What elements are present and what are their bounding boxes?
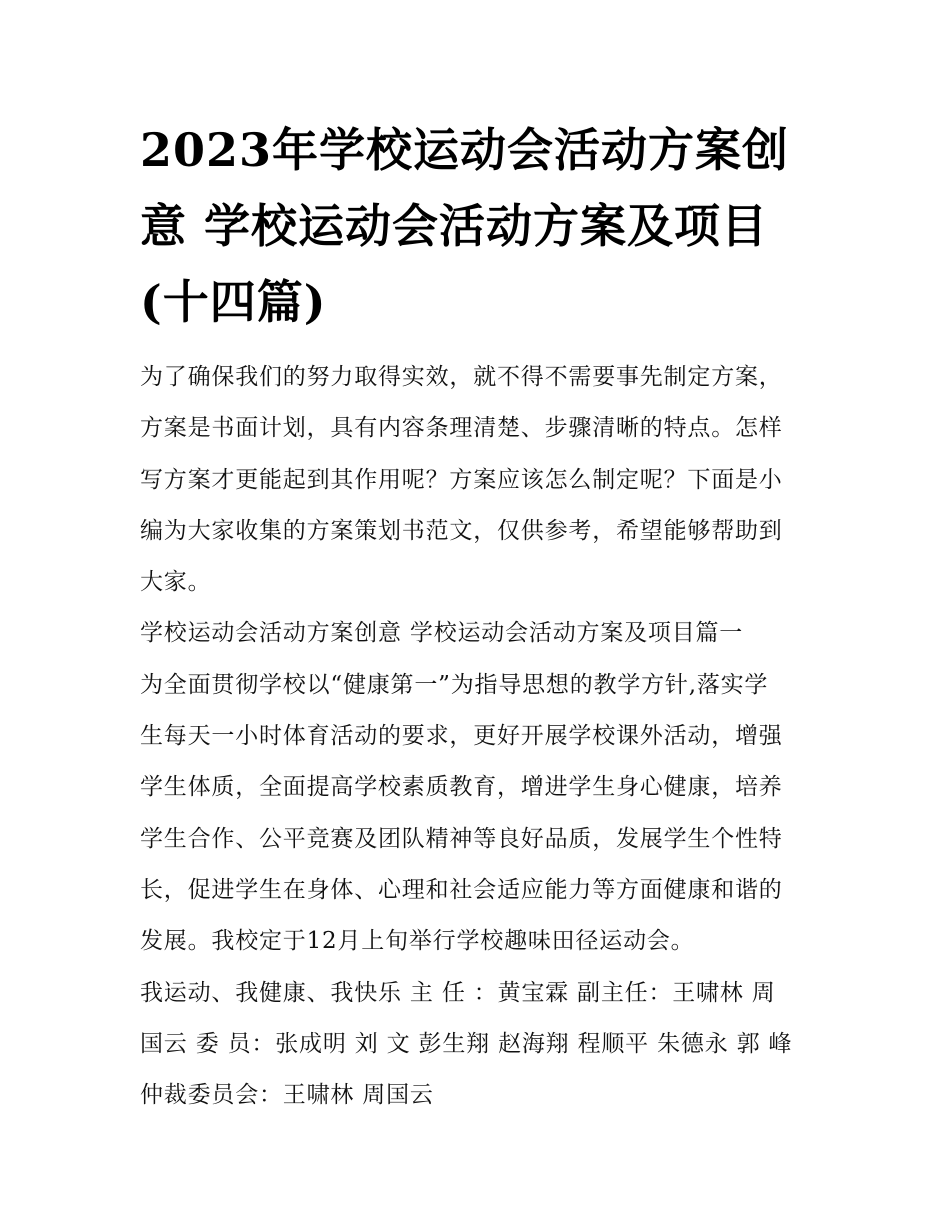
section-heading: 学校运动会活动方案创意 学校运动会活动方案及项目篇一 — [140, 620, 744, 647]
intro-line: 写方案才更能起到其作用呢？方案应该怎么制定呢？下面是小 — [140, 466, 783, 493]
intro-line: 大家。 — [140, 569, 212, 596]
committee-line: 我运动、我健康、我快乐 主 任 ：黄宝霖 副主任：王啸林 周 — [140, 979, 776, 1006]
document-body — [140, 352, 830, 1121]
committee-line: 国云 委 员：张成明 刘 文 彭生翔 赵海翔 程顺平 朱德永 郭 峰 — [140, 1030, 793, 1057]
paragraph-line: 长，促进学生在身体、心理和社会适应能力等方面健康和谐的 — [140, 876, 783, 903]
committee-line: 仲裁委员会：王啸林 周国云 — [140, 1082, 434, 1109]
paragraph-line: 学生体质，全面提高学校素质教育，增进学生身心健康，培养 — [140, 774, 783, 801]
paragraph-line: 学生合作、公平竞赛及团队精神等良好品质，发展学生个性特 — [140, 825, 783, 852]
intro-line: 方案是书面计划，具有内容条理清楚、步骤清晰的特点。怎样 — [140, 415, 783, 442]
title-line: 意 学校运动会活动方案及项目 — [140, 199, 769, 253]
title-line: (十四篇) — [140, 275, 327, 329]
intro-line: 为了确保我们的努力取得实效，就不得不需要事先制定方案， — [140, 364, 783, 390]
title-line: 2023年学校运动会活动方案创 — [140, 123, 790, 177]
paragraph-line: 为全面贯彻学校以“健康第一”为指导思想的教学方针,落实学 — [140, 671, 769, 698]
paragraph-line: 生每天一小时体育活动的要求，更好开展学校课外活动，增强 — [140, 723, 783, 750]
paragraph-line: 发展。我校定于12月上旬举行学校趣味田径运动会。 — [140, 928, 695, 955]
document-title — [140, 112, 820, 340]
intro-line: 编为大家收集的方案策划书范文，仅供参考，希望能够帮助到 — [140, 517, 783, 544]
